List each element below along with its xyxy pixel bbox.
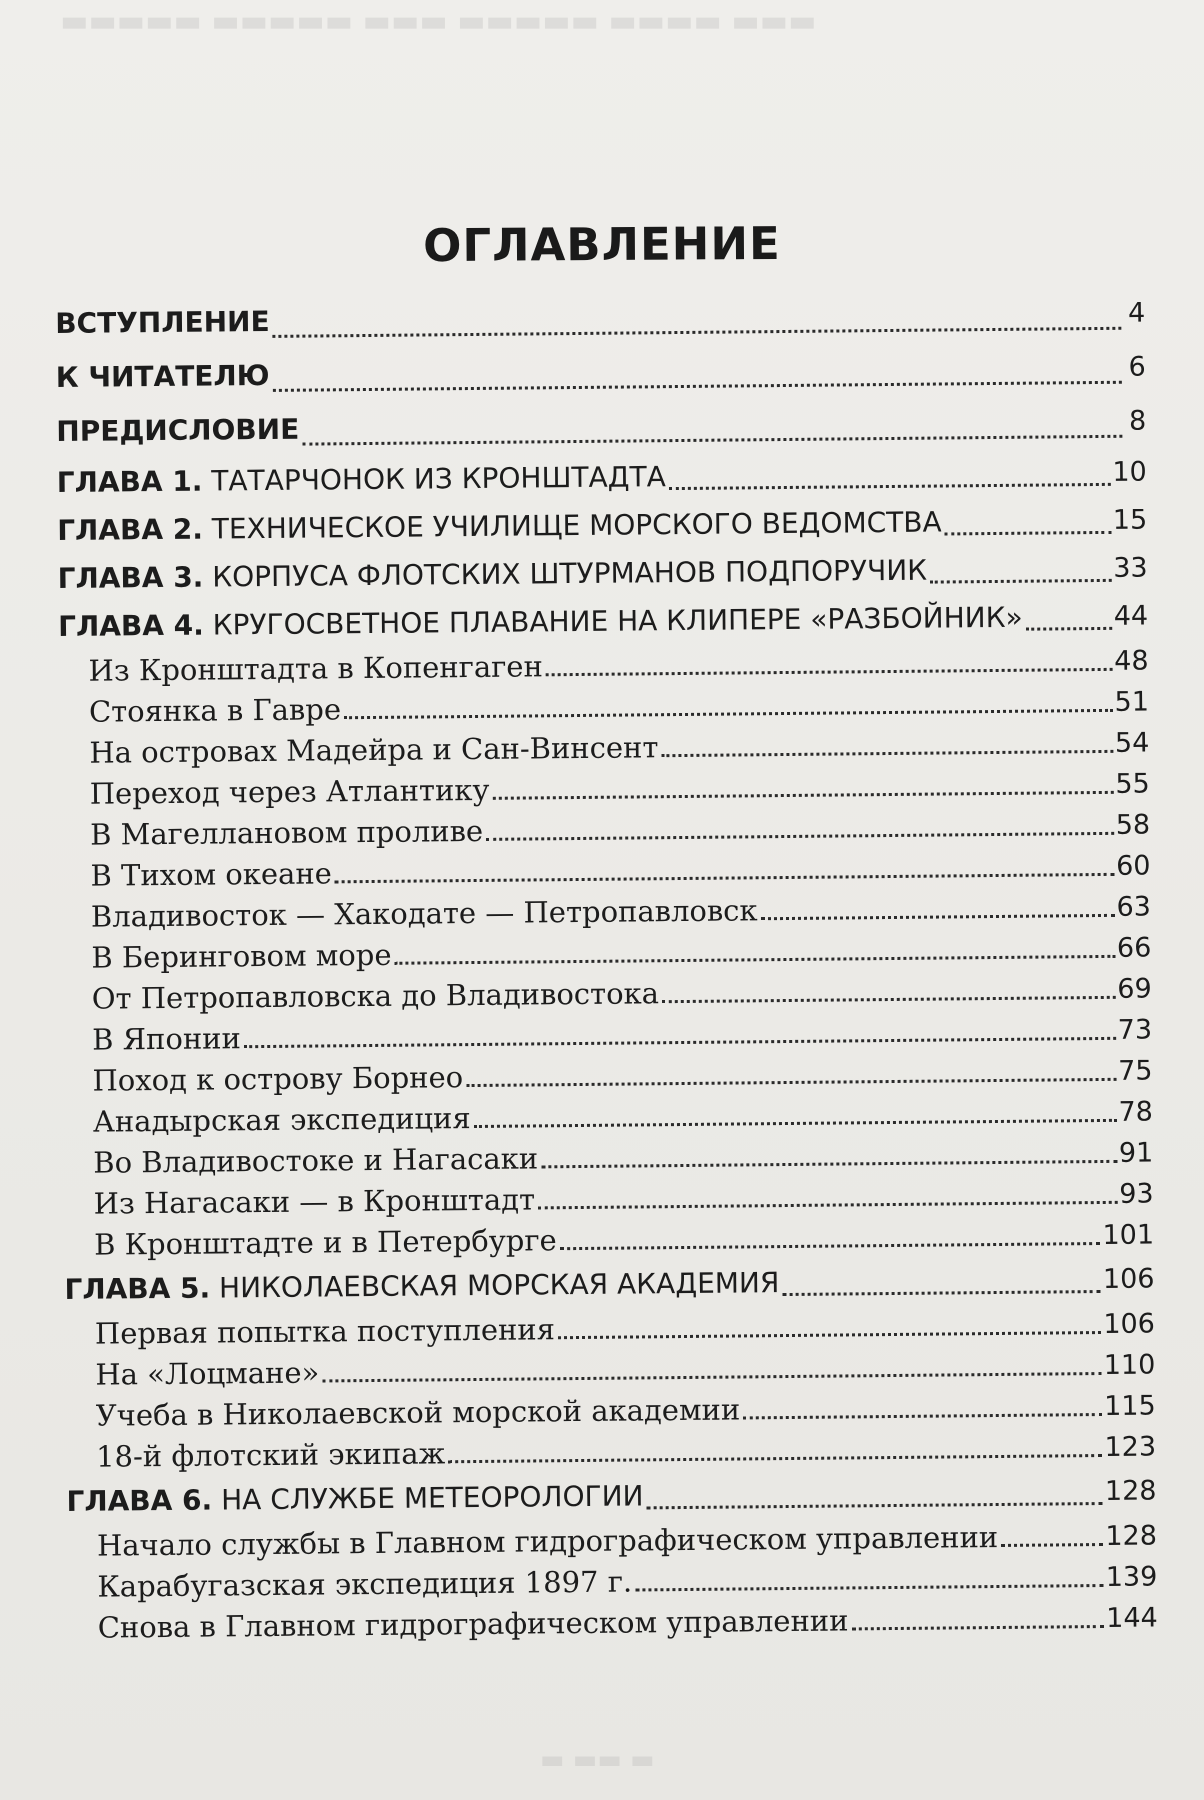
toc-entry-label: В Японии bbox=[91, 1021, 242, 1057]
toc-page-number: 55 bbox=[1115, 768, 1150, 800]
toc-page-number: 10 bbox=[1112, 456, 1147, 488]
toc-entry-label: От Петропавловска до Владивостока bbox=[91, 976, 660, 1016]
dot-leader bbox=[493, 791, 1114, 800]
toc-entry-label: Из Нагасаки — в Кронштадт bbox=[93, 1182, 536, 1221]
chapter-number: ГЛАВА 1. bbox=[56, 464, 203, 499]
dot-leader bbox=[558, 1331, 1101, 1339]
dot-leader bbox=[244, 1037, 1116, 1048]
toc-page-number: 106 bbox=[1102, 1263, 1155, 1295]
dot-leader bbox=[1026, 627, 1112, 631]
toc-entry-label: В Кронштадте и в Петербурге bbox=[93, 1223, 557, 1262]
toc-page-number: 44 bbox=[1113, 600, 1149, 632]
chapter-number: ГЛАВА 6. bbox=[66, 1483, 213, 1518]
dot-leader bbox=[761, 914, 1115, 920]
dot-leader bbox=[273, 327, 1122, 338]
toc-page-number: 115 bbox=[1104, 1390, 1156, 1422]
dot-leader bbox=[541, 1160, 1117, 1169]
toc-page-number: 144 bbox=[1106, 1602, 1158, 1634]
dot-leader bbox=[546, 668, 1112, 676]
toc-page-number: 69 bbox=[1117, 973, 1152, 1005]
toc-entry-label: Снова в Главном гидрографическом управлении bbox=[97, 1603, 849, 1645]
dot-leader bbox=[335, 873, 1114, 883]
dot-leader bbox=[448, 1454, 1102, 1463]
dot-leader bbox=[743, 1413, 1102, 1419]
toc-entry-label: Владивосток — Хакодате — Петропавловск bbox=[90, 893, 758, 934]
toc-page-number: 93 bbox=[1119, 1178, 1154, 1210]
chapter-title: КОРПУСА ФЛОТСКИХ ШТУРМАНОВ ПОДПОРУЧИК bbox=[212, 553, 928, 594]
toc-page-number: 75 bbox=[1117, 1055, 1153, 1087]
toc-page-number: 58 bbox=[1115, 809, 1151, 841]
bleed-through-page-number: ▬ ▬▬ ▬ bbox=[540, 1745, 655, 1775]
toc-page-number: 78 bbox=[1118, 1096, 1154, 1128]
toc-entry-label: В Беринговом море bbox=[91, 937, 392, 975]
toc-entry-label bbox=[57, 547, 927, 603]
toc-entry-label: Поход к острову Борнео bbox=[92, 1060, 464, 1098]
toc-entry-label: В Тихом океане bbox=[90, 856, 333, 893]
bleed-through-text: ▬▬▬ ▬▬▬▬ ▬▬▬▬▬ ▬▬▬ ▬▬▬▬▬ ▬▬▬▬▬ bbox=[60, 4, 817, 39]
dot-leader bbox=[669, 483, 1111, 490]
toc-page-number: 60 bbox=[1116, 850, 1151, 882]
chapter-title: НА СЛУЖБЕ МЕТЕОРОЛОГИИ bbox=[220, 1479, 644, 1517]
toc-page-number: 91 bbox=[1118, 1137, 1154, 1169]
dot-leader bbox=[1001, 1543, 1103, 1547]
toc-page-number: 4 bbox=[1127, 297, 1146, 329]
chapter-number: ГЛАВА 3. bbox=[57, 560, 204, 595]
toc-entry-label: К ЧИТАТЕЛЮ bbox=[55, 358, 270, 394]
toc-entry-label: Во Владивостоке и Нагасаки bbox=[93, 1141, 539, 1180]
dot-leader bbox=[635, 1584, 1104, 1591]
chapter-number: ГЛАВА 4. bbox=[58, 608, 204, 643]
toc-page-number: 139 bbox=[1105, 1561, 1158, 1593]
toc-entry-label: ВСТУПЛЕНИЕ bbox=[55, 304, 270, 340]
toc-entry-label: 18-й флотский экипаж bbox=[95, 1436, 446, 1474]
chapter-title: КРУГОСВЕТНОЕ ПЛАВАНИЕ НА КЛИПЕРЕ «РАЗБОЙНИК» bbox=[212, 600, 1023, 642]
toc-page-number: 63 bbox=[1116, 891, 1152, 923]
toc-page-number: 106 bbox=[1103, 1308, 1156, 1340]
page-title: ОГЛАВЛЕНИЕ bbox=[423, 217, 781, 273]
dot-leader bbox=[538, 1201, 1117, 1210]
toc-entry-label: Карабугазская экспедиция 1897 г. bbox=[97, 1564, 633, 1604]
dot-leader bbox=[322, 1372, 1102, 1382]
toc-entry-label: ПРЕДИСЛОВИЕ bbox=[56, 412, 300, 448]
toc-page-number: 128 bbox=[1104, 1475, 1157, 1507]
toc-entry-label: В Магеллановом проливе bbox=[89, 813, 484, 852]
chapter-title: НИКОЛАЕВСКАЯ МОРСКАЯ АКАДЕМИЯ bbox=[218, 1266, 780, 1305]
dot-leader bbox=[662, 996, 1115, 1003]
toc-entry-label: На «Лоцмане» bbox=[95, 1355, 320, 1392]
toc-page-number: 51 bbox=[1114, 686, 1150, 718]
toc-entry-label bbox=[57, 453, 666, 507]
dot-leader bbox=[930, 579, 1111, 584]
dot-leader bbox=[486, 832, 1114, 841]
dot-leader bbox=[302, 435, 1122, 446]
chapter-title: ТЕХНИЧЕСКОЕ УЧИЛИЩЕ МОРСКОГО ВЕДОМСТВА bbox=[211, 505, 942, 546]
dot-leader bbox=[474, 1119, 1117, 1128]
toc-page-number: 54 bbox=[1114, 727, 1150, 759]
dot-leader bbox=[273, 381, 1122, 392]
chapter-number: ГЛАВА 2. bbox=[57, 512, 204, 547]
toc-page-number: 66 bbox=[1116, 932, 1152, 964]
toc-page-number: 73 bbox=[1117, 1014, 1153, 1046]
dot-leader bbox=[560, 1242, 1101, 1250]
toc-page-number: 128 bbox=[1105, 1520, 1158, 1552]
toc-entry-label: Из Кронштадта в Копенгаген bbox=[88, 649, 543, 688]
toc-page-number: 8 bbox=[1128, 405, 1147, 437]
toc-page-number: 6 bbox=[1128, 351, 1146, 383]
toc-entry-label bbox=[64, 1259, 779, 1314]
dot-leader bbox=[647, 1502, 1103, 1509]
toc-entry-label: Переход через Атлантику bbox=[89, 772, 490, 811]
toc-entry-label: Начало службы в Главном гидрографическом управлении bbox=[96, 1520, 999, 1563]
toc-page-number: 101 bbox=[1102, 1219, 1155, 1251]
toc-entry-label: Анадырская экспедиция bbox=[92, 1101, 471, 1139]
table-of-contents bbox=[55, 287, 1158, 1649]
toc-page-number: 15 bbox=[1112, 504, 1148, 536]
toc-entry-label bbox=[66, 1472, 643, 1526]
dot-leader bbox=[661, 750, 1113, 757]
dot-leader bbox=[782, 1290, 1101, 1296]
toc-entry-label: На островах Мадейра и Сан-Винсент bbox=[89, 730, 659, 770]
toc-entry-label bbox=[58, 594, 1023, 651]
toc-page-number: 33 bbox=[1113, 552, 1148, 584]
toc-page-number: 48 bbox=[1114, 645, 1149, 677]
toc-entry-label bbox=[57, 499, 942, 555]
dot-leader bbox=[945, 531, 1111, 536]
toc-page-number: 123 bbox=[1104, 1431, 1157, 1463]
toc-page-number: 110 bbox=[1103, 1349, 1156, 1381]
dot-leader bbox=[466, 1078, 1116, 1087]
toc-entry-label: Стоянка в Гавре bbox=[88, 692, 342, 729]
chapter-number: ГЛАВА 5. bbox=[64, 1271, 211, 1306]
chapter-title: ТАТАРЧОНОК ИЗ КРОНШТАДТА bbox=[211, 460, 666, 498]
dot-leader bbox=[395, 955, 1115, 965]
toc-entry-label: Первая попытка поступления bbox=[94, 1312, 556, 1351]
dot-leader bbox=[344, 709, 1113, 719]
dot-leader bbox=[852, 1625, 1105, 1630]
toc-entry-label: Учеба в Николаевской морской академии bbox=[95, 1392, 741, 1433]
